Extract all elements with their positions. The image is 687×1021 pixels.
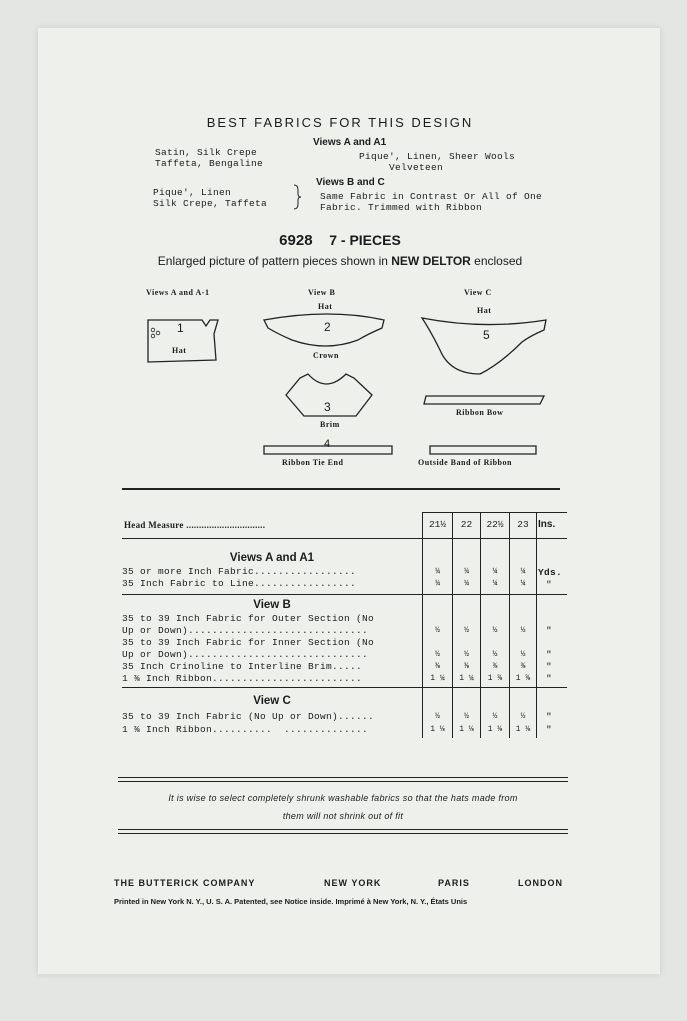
piece-7-name: Outside Band of Ribbon [418,458,512,467]
cell-unit: Yds. [538,567,563,578]
table-row: 35 to 39 Inch Fabric for Inner Section (No [122,637,375,648]
note-rule [118,829,568,830]
views-b-heading: Views B and C [316,177,385,188]
cell-value: ½ [464,712,469,721]
col-divider [536,512,537,738]
piece-6-name: Ribbon Bow [456,408,504,417]
fabric-line: Pique', Linen [153,187,232,198]
col-divider [509,512,510,738]
unit-head: Ins. [538,519,556,530]
piece-2-number: 2 [324,320,331,334]
cell-value: 1 ⅛ [487,725,503,734]
fabrics-title: BEST FABRICS FOR THIS DESIGN [206,115,474,130]
fabric-line: Taffeta, Bengaline [155,158,264,169]
head-measure-label: Head Measure ............................... [124,520,266,530]
cell-unit: " [546,724,553,735]
piece-5-top: Hat [477,306,492,315]
cell-unit: " [546,711,553,722]
city-paris: PARIS [438,878,470,888]
section-title: Views A and A1 [229,552,315,564]
fabric-line: Velveteen [389,162,444,173]
col-divider [422,512,423,738]
size-col: 21½ [428,519,447,530]
fabric-line: Pique', Linen, Sheer Wools [359,151,516,162]
cell-unit: " [546,661,553,672]
piece-3-number: 3 [324,400,331,414]
piece-5-shape [422,318,546,374]
fabric-line: Same Fabric in Contrast Or All of One [320,191,543,202]
piece-1-name: Hat [172,346,187,355]
cell-value: ⅜ [520,662,526,671]
cell-value: 1 ⅜ [487,674,503,683]
piece-6-shape [424,396,544,404]
section-title: View B [253,599,291,611]
view-c-label: View C [464,288,492,297]
cell-value: 1 ¼ [459,674,474,683]
piece-1-number: 1 [177,321,184,335]
size-col: 22 [460,519,473,530]
cell-unit: " [546,649,553,660]
cell-value: 1 ⅛ [459,725,474,734]
table-row: 35 or more Inch Fabric................. [122,566,357,577]
cell-value: ½ [520,712,526,721]
cell-value: ¼ [464,567,469,576]
col-divider [452,512,453,738]
cell-value: ½ [464,650,469,659]
cell-value: ½ [520,626,526,635]
size-col: 22½ [486,519,504,530]
cell-unit: " [546,673,553,684]
cell-value: ½ [464,626,469,635]
piece-7-shape [430,446,536,454]
piece-3-name: Brim [320,420,340,429]
cell-value: 1 ⅛ [515,725,531,734]
cell-unit: " [546,579,553,590]
cell-value: ¼ [520,579,526,588]
cell-unit: " [546,625,553,636]
fabric-line: Silk Crepe, Taffeta [153,198,268,209]
section-rule [122,594,567,595]
company-name: THE BUTTERICK COMPANY [114,878,256,888]
city-london: LONDON [518,878,563,888]
cell-value: 1 ⅛ [430,725,445,734]
table-row: 1 ⅜ Inch Ribbon......................... [122,673,363,684]
table-row: 1 ⅜ Inch Ribbon.......... .............. [122,724,369,735]
table-top-rule [422,512,567,513]
cell-value: ¼ [435,567,440,576]
view-a-label: Views A and A-1 [146,288,210,297]
pieces-count: 7 - PIECES [329,232,401,248]
cell-value: ¼ [492,579,498,588]
note-rule [118,777,568,778]
enlarged-suffix: enclosed [474,254,523,268]
note-line-2: them will not shrink out of fit [282,811,404,821]
cell-value: ½ [435,650,440,659]
divider [122,488,560,490]
fabric-line: Fabric. Trimmed with Ribbon [320,202,483,213]
enlarged-prefix: Enlarged picture of pattern pieces shown in [157,254,388,268]
cell-value: 1 ⅜ [515,674,531,683]
cell-value: ½ [492,712,498,721]
pattern-number: 6928 [279,232,313,249]
yardage-table [122,512,567,738]
piece-4-name: Ribbon Tie End [282,458,344,467]
cell-value: ¼ [520,567,526,576]
piece-4-number: 4 [324,438,331,450]
view-b-label: View B [308,288,336,297]
notch-mark [151,334,155,338]
size-col: 23 [517,519,529,530]
cell-value: ½ [492,650,498,659]
table-row: 35 Inch Fabric to Line................. [122,578,357,589]
table-row: Up or Down).............................. [122,649,369,660]
section-rule [122,687,567,688]
cell-value: 1 ¼ [430,674,445,683]
printed-notice: Printed in New York N. Y., U. S. A. Patented, see Notice inside. Imprimé à New York, N. Y., États Unis [114,897,468,906]
cell-value: ½ [435,626,440,635]
piece-5-number: 5 [483,328,490,342]
notch-mark [156,331,160,335]
cell-value: ½ [435,712,440,721]
deltor-brand: NEW DELTOR [391,254,471,268]
cell-value: ¼ [435,579,440,588]
cell-value: ½ [492,626,498,635]
table-header-rule [122,538,567,539]
piece-2-name: Crown [313,351,339,360]
table-row: 35 to 39 Inch Fabric (No Up or Down)...... [122,711,375,722]
note-rule [118,833,568,834]
notch-mark [151,328,155,332]
note-line-1: It is wise to select completely shrunk washable fabrics so that the hats made from [168,793,518,803]
cell-value: ¼ [464,579,469,588]
col-divider [480,512,481,738]
views-a-heading: Views A and A1 [313,137,387,148]
table-row: 35 Inch Crinoline to Interline Brim..... [122,661,363,672]
table-row: Up or Down).............................. [122,625,369,636]
table-row: 35 to 39 Inch Fabric for Outer Section (No [122,613,375,624]
piece-2-top: Hat [318,302,333,311]
cell-value: ½ [520,650,526,659]
city-new-york: NEW YORK [324,878,382,888]
note-rule [118,781,568,782]
cell-value: ⅜ [492,662,498,671]
cell-value: ¼ [492,567,498,576]
section-title: View C [253,695,291,707]
cell-value: ⅜ [464,662,469,671]
cell-value: ⅜ [435,662,440,671]
pattern-pieces-diagram [0,0,687,480]
fabric-line: Satin, Silk Crepe [155,147,258,158]
